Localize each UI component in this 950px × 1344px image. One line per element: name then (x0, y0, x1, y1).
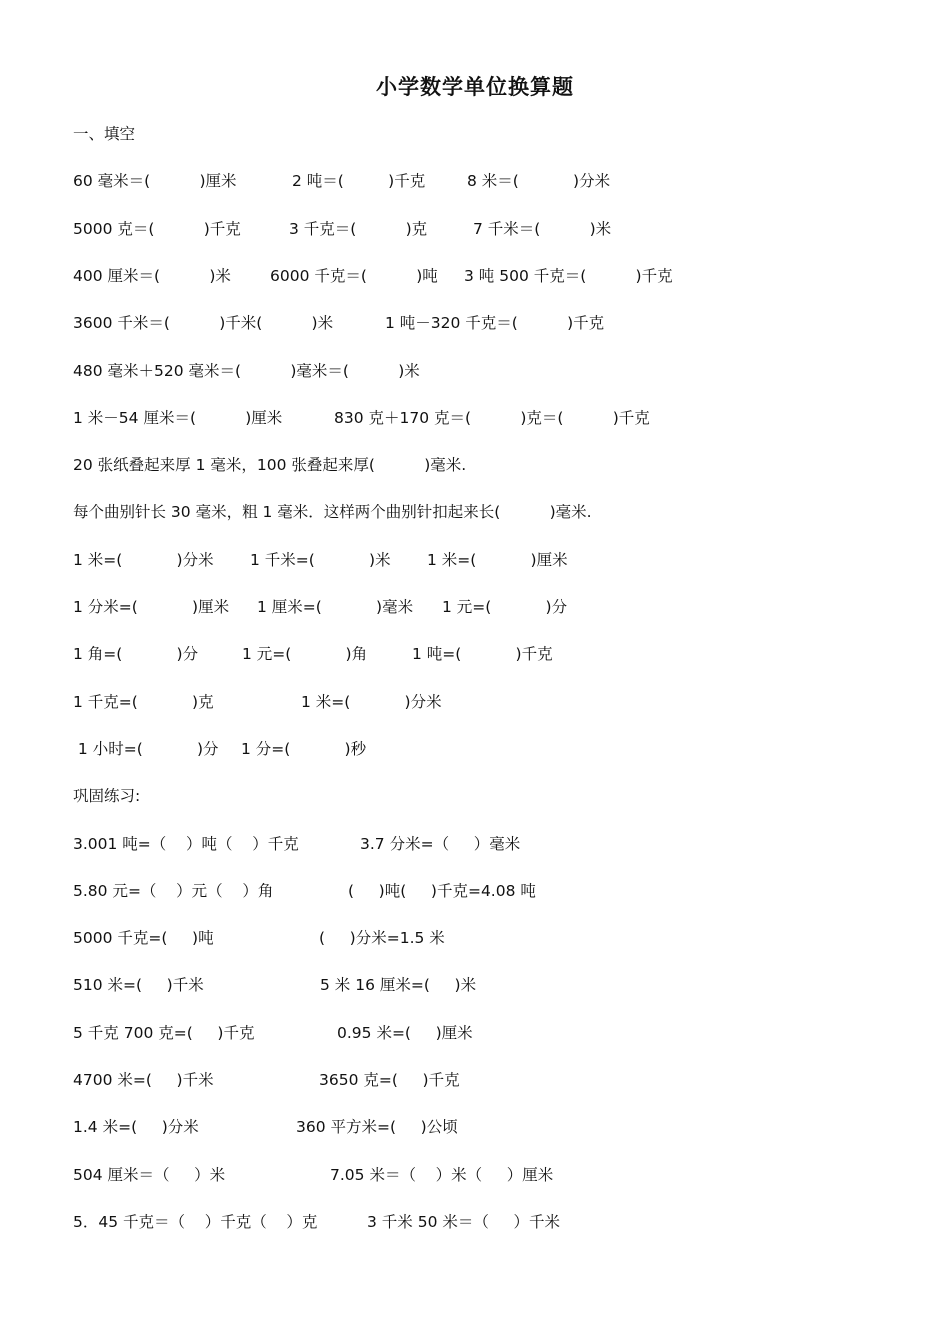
exercise-item: 7.05 米＝（ ）米（ ）厘米 (330, 1165, 554, 1184)
exercise-item: 1 米=( )厘米 (427, 550, 568, 569)
exercise-item: 400 厘米＝( )米 (73, 266, 231, 285)
exercise-line (73, 736, 893, 762)
exercise-item: 1 元=( )角 (242, 645, 368, 664)
page-title: 小学数学单位换算题 (376, 75, 574, 99)
exercise-item: 1 小时=( )分 (73, 739, 219, 758)
exercise-item: 510 米=( )千米 (73, 976, 204, 995)
exercise-item: 3 吨 500 千克＝( )千克 (464, 266, 673, 285)
exercise-item: 1 分=( )秒 (241, 739, 367, 758)
exercise-line (73, 878, 893, 904)
exercise-item: 3.001 吨=（ ）吨（ ）千克 (73, 834, 299, 853)
exercise-item: 7 千米＝( )米 (473, 219, 612, 238)
exercise-line (73, 263, 893, 289)
exercise-item: 3600 千米＝( )千米( )米 (73, 314, 334, 333)
exercise-item: 480 毫米＋520 毫米＝( )毫米＝( )米 (73, 361, 420, 380)
exercise-item: 5 米 16 厘米=( )米 (320, 976, 477, 995)
exercise-line (73, 499, 893, 525)
exercise-item: 60 毫米＝( )厘米 (73, 172, 237, 191)
exercise-item: 1 吨=( )千克 (412, 645, 553, 664)
exercise-item: 1 米=( )分米 (73, 550, 214, 569)
section-heading: 巩固练习: (73, 787, 141, 806)
exercise-item: 2 吨＝( )千克 (292, 172, 426, 191)
exercise-item: 6000 千克＝( )吨 (270, 266, 438, 285)
exercise-item: 20 张纸叠起来厚 1 毫米，100 张叠起来厚( )毫米. (73, 456, 467, 475)
exercise-item: 1 千米=( )米 (250, 550, 391, 569)
exercise-line (73, 1162, 893, 1188)
exercise-line (73, 594, 893, 620)
exercise-item: 0.95 米=( )厘米 (337, 1023, 473, 1042)
exercise-item: 5．45 千克＝（ ）千克（ ）克 (73, 1212, 318, 1231)
exercise-item: 1 米－54 厘米＝( )厘米 (73, 408, 283, 427)
exercise-line (73, 310, 893, 336)
exercise-item: 5.80 元=（ ）元（ ）角 (73, 881, 274, 900)
exercise-line (73, 547, 893, 573)
section-heading: 一、填空 (73, 125, 136, 143)
exercise-item: 3 千米 50 米＝（ ）千米 (367, 1212, 561, 1231)
exercise-line (73, 831, 893, 857)
exercise-item: 每个曲别针长 30 毫米，粗 1 毫米．这样两个曲别针扣起来长( )毫米. (73, 503, 592, 522)
exercise-item: 5 千克 700 克=( )千克 (73, 1023, 255, 1042)
exercise-item: ( )分米=1.5 米 (319, 929, 445, 948)
exercise-line (73, 689, 893, 715)
exercise-item: 360 平方米=( )公顷 (296, 1118, 458, 1137)
exercise-line (73, 168, 893, 194)
exercise-line (73, 641, 893, 667)
exercise-item: 1 元=( )分 (442, 598, 568, 616)
exercise-item: 5000 克＝( )千克 (73, 219, 241, 238)
exercise-item: 830 克＋170 克＝( )克＝( )千克 (334, 408, 650, 427)
exercise-line (73, 216, 893, 242)
exercise-item: 3650 克=( )千克 (319, 1071, 460, 1089)
exercise-line (73, 925, 893, 951)
exercise-item: 1 吨－320 千克＝( )千克 (385, 314, 605, 333)
exercise-line (73, 1209, 893, 1235)
exercise-line (73, 1020, 893, 1046)
exercise-item: 1.4 米=( )分米 (73, 1118, 199, 1137)
exercise-item: ( )吨( )千克=4.08 吨 (348, 881, 536, 900)
exercise-item: 1 分米=( )厘米 (73, 598, 230, 616)
exercise-item: 1 角=( )分 (73, 645, 199, 664)
exercise-line (73, 452, 893, 478)
exercise-item: 3 千克＝( )克 (289, 219, 428, 238)
exercise-line (73, 1067, 893, 1093)
exercise-item: 1 厘米=( )毫米 (257, 598, 414, 616)
exercise-line (73, 405, 893, 431)
exercise-item: 1 千克=( )克 (73, 692, 214, 711)
exercise-item: 4700 米=( )千米 (73, 1071, 214, 1089)
exercise-item: 504 厘米＝（ ）米 (73, 1165, 226, 1184)
exercise-item: 1 米=( )分米 (301, 692, 442, 711)
exercise-item: 8 米＝( )分米 (467, 172, 611, 191)
exercise-line (73, 358, 893, 384)
exercise-item: 5000 千克=( )吨 (73, 929, 214, 948)
exercise-item: 3.7 分米=（ ）毫米 (360, 834, 521, 853)
exercise-line (73, 972, 893, 998)
exercise-line (73, 1114, 893, 1140)
